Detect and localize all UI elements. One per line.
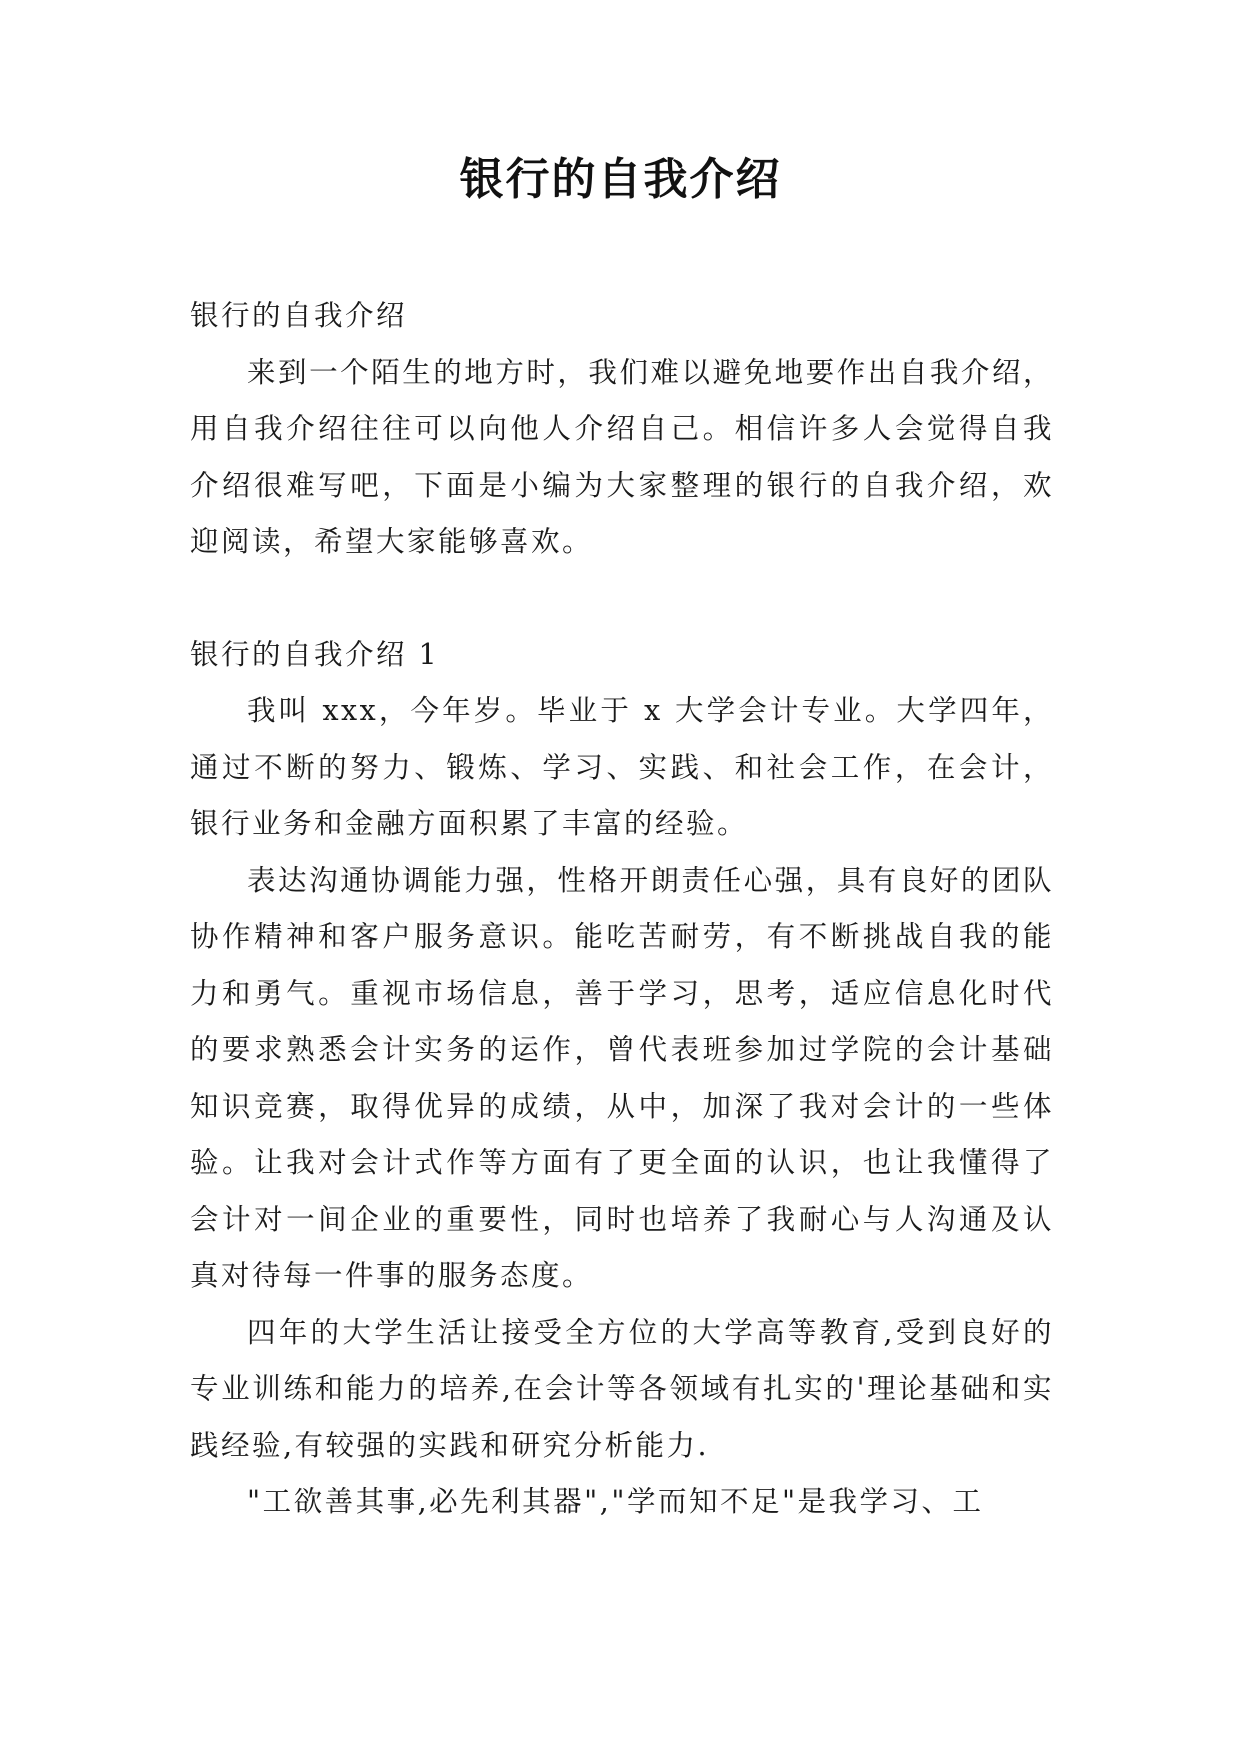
section1-paragraph-1: 我叫 xxx，今年岁。毕业于 x 大学会计专业。大学四年，通过不断的努力、锻炼、学习、实践、和社会工作，在会计，银行业务和金融方面积累了丰富的经验。 bbox=[190, 694, 1054, 840]
document-title: 银行的自我介绍 bbox=[459, 154, 782, 205]
section1-paragraph-4: "工欲善其事,必先利其器","学而知不足"是我学习、工 bbox=[247, 1485, 984, 1518]
section1-paragraph-2: 表达沟通协调能力强，性格开朗责任心强，具有良好的团队协作精神和客户服务意识。能吃苦耐劳，有不断挑战自我的能力和勇气。重视市场信息，善于学习，思考，适应信息化时代的要求熟悉会计实务的运作，曾代表班参加过学院的会计基础知识竞赛，取得优异的成绩，从中，加深了我对会计的一些体验。让我对会计式作等方面有了更全面的认识，也让我懂得了会计对一间企业的重要性，同时也培养了我耐心与人沟通及认真对待每一件事的服务态度。 bbox=[190, 863, 1054, 1292]
intro-heading: 银行的自我介绍 bbox=[190, 299, 408, 332]
section1-heading: 银行的自我介绍 1 bbox=[190, 637, 440, 671]
section1-paragraph-3: 四年的大学生活让接受全方位的大学高等教育,受到良好的专业训练和能力的培养,在会计等各领域有扎实的'理论基础和实践经验,有较强的实践和研究分析能力. bbox=[190, 1315, 1054, 1462]
document-body bbox=[190, 288, 1054, 1531]
intro-paragraph: 来到一个陌生的地方时，我们难以避免地要作出自我介绍，用自我介绍往往可以向他人介绍自己。相信许多人会觉得自我介绍很难写吧，下面是小编为大家整理的银行的自我介绍，欢迎阅读，希望大家能够喜欢。 bbox=[190, 355, 1054, 558]
section-spacer bbox=[190, 571, 1054, 627]
